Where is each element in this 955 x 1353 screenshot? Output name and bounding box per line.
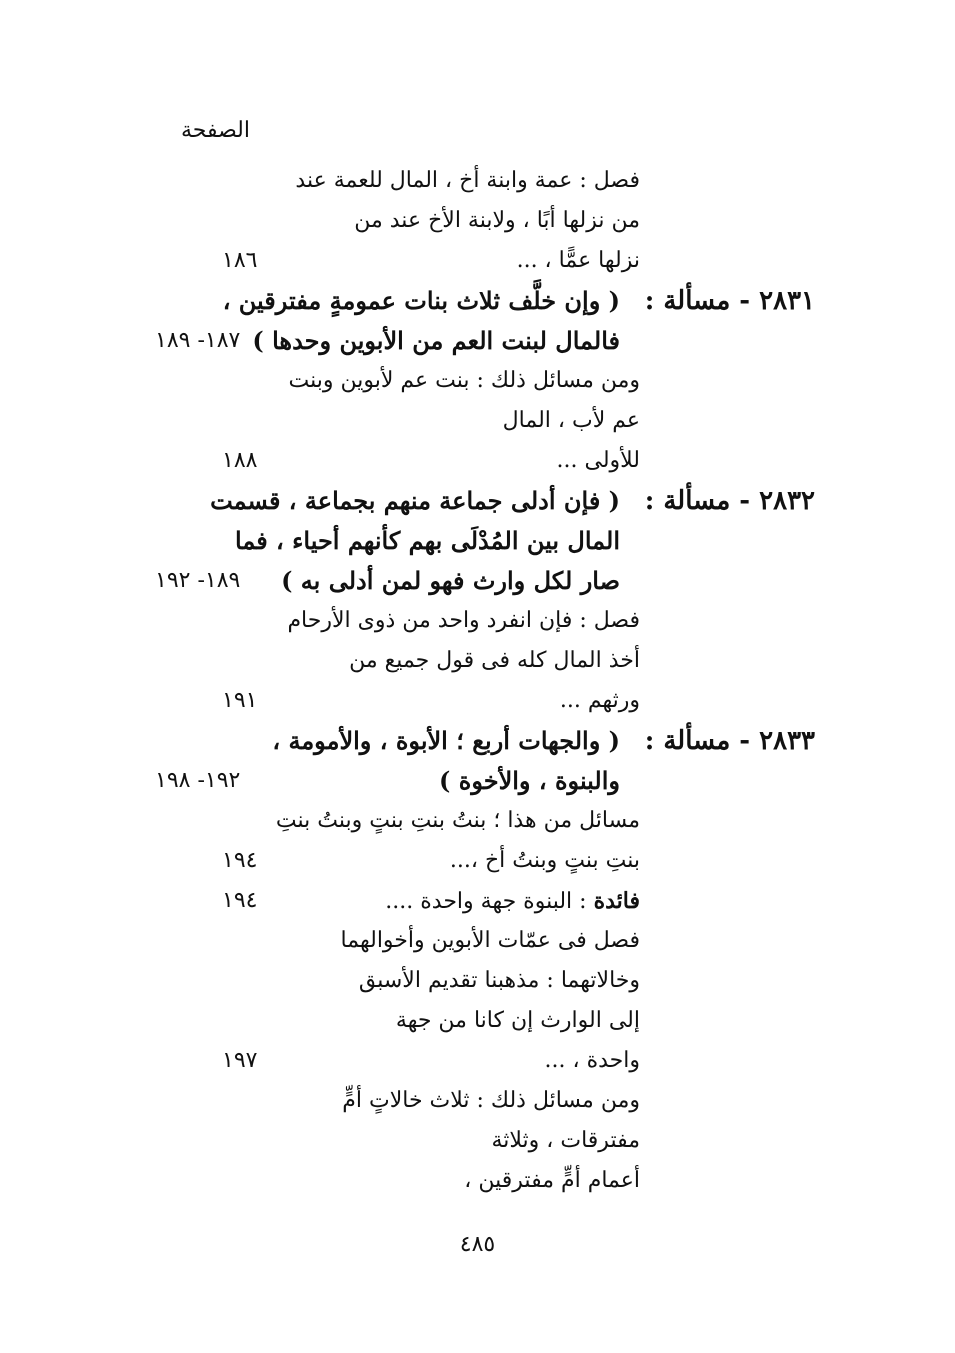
page-ref: ١٨٦: [222, 248, 258, 273]
benefit-label: فائدة: [593, 888, 640, 914]
entry-text-line: فصل فى عمّات الأبوين وأخوالهما: [340, 928, 640, 953]
page-ref: ١٨٨: [222, 448, 258, 473]
benefit-line: [385, 882, 640, 920]
entry-text-line: فصل : عمة وابنة أخ ، المال للعمة عند: [295, 168, 640, 193]
issue-number: ٢٨٣١ - مسألة :: [644, 286, 815, 316]
issue-text-line: ( والجهات أربع ؛ الأبوة ، والأمومة ،: [272, 726, 620, 755]
page-ref: ١٩٢- ١٩٨: [155, 768, 241, 793]
page-ref: ١٨٩- ١٩٢: [155, 568, 241, 593]
entry-text-line: إلى الوارث إن كانا من جهة: [395, 1008, 640, 1033]
issue-number: ٢٨٣٢ - مسألة :: [644, 486, 815, 516]
issue-number: ٢٨٣٣ - مسألة :: [644, 726, 815, 756]
entry-text-line: عم لأب ، المال: [502, 408, 640, 433]
page-ref: ١٩٤: [222, 888, 258, 913]
entry-text-line: ومن مسائل ذلك : ثلاث خالاتٍ أمٍّ: [342, 1088, 640, 1113]
entry-text-line: ومن مسائل ذلك : بنت عم لأبوين وبنت: [288, 368, 640, 393]
entry-text-line: ورثهم ...: [559, 688, 640, 713]
entry-text-line: مسائل من هذا ؛ بنتُ بنتِ بنتٍ وبنتُ بنتِ: [275, 808, 640, 833]
issue-text-line: ( وإن خلَّف ثلاث بنات عمومةٍ مفترقين ،: [222, 286, 620, 315]
entry-text-line: فصل : فإن انفرد واحد من ذوى الأرحام: [287, 608, 640, 633]
page-column-header: الصفحة: [180, 118, 250, 143]
page-ref: ١٩١: [222, 688, 258, 713]
issue-text-line: المال بين المُدْلَى بهم كأنهم أحياء ، فما: [235, 526, 620, 555]
issue-text-line: صار لكل وارث فهو لمن أدلى به ): [281, 566, 620, 595]
entry-text-line: أعمام أمٍّ مفترقين ،: [464, 1168, 640, 1193]
entry-text-line: واحدة ، ...: [544, 1048, 640, 1073]
page-ref: ١٩٤: [222, 848, 258, 873]
entry-text-line: بنتِ بنتٍ وبنتُ أخ ،...: [449, 848, 640, 873]
entry-text-line: للأولى ...: [556, 448, 640, 473]
page-ref: ١٩٧: [222, 1048, 258, 1073]
issue-text-line: فالمال لبنت العم من الأبوين وحدها ): [252, 326, 620, 355]
entry-text-line: وخالاتهما : مذهبنا تقديم الأسبق: [358, 968, 640, 993]
entry-text-line: نزلها عمًّا ، ...: [516, 248, 640, 273]
entry-text-line: من نزلها أبًا ، ولابنة الأخ عند من: [354, 208, 640, 233]
page-number: ٤٨٥: [459, 1232, 496, 1257]
entry-text-line: أخذ المال كله فى قول جميع من: [349, 648, 640, 673]
page-ref: ١٨٧- ١٨٩: [155, 328, 241, 353]
issue-text-line: ( فإن أدلى جماعة منهم بجماعة ، قسمت: [210, 486, 620, 515]
issue-text-line: والبنوة ، والأخوة ): [439, 766, 620, 795]
entry-text-line: مفترقات ، وثلاثة: [491, 1128, 640, 1153]
benefit-text: : البنوة جهة واحدة ....: [385, 889, 587, 914]
